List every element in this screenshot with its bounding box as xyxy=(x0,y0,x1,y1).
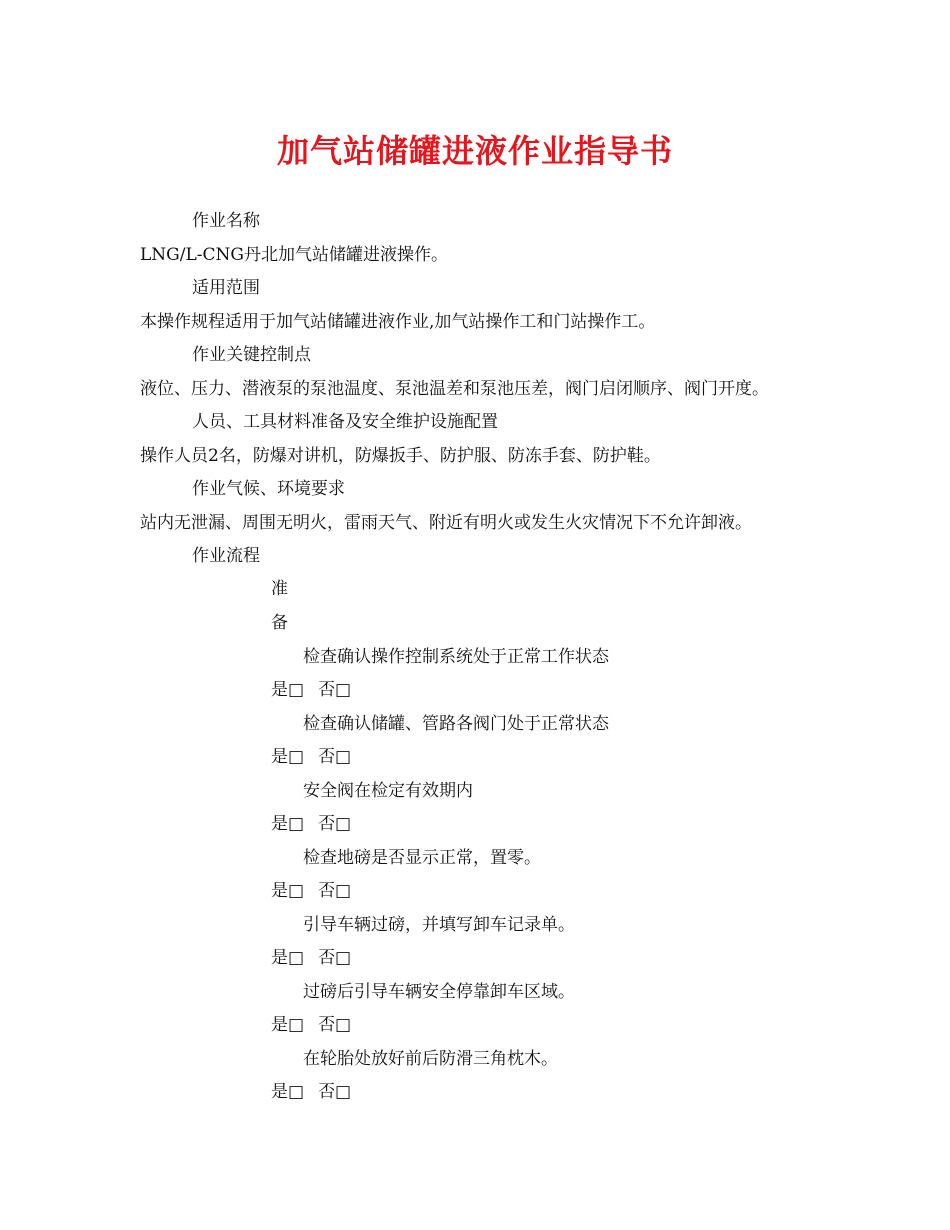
section-heading-personnel-tools: 人员、工具材料准备及安全维护设施配置 xyxy=(192,412,498,432)
yes-no-checkbox-row xyxy=(271,1014,351,1036)
section-body-personnel-tools: 操作人员2名，防爆对讲机，防爆扳手、防护服、防冻手套、防护鞋。 xyxy=(140,446,661,466)
yes-checkbox[interactable]: 是□ xyxy=(271,948,305,968)
process-step: 安全阀在检定有效期内 xyxy=(303,781,473,801)
yes-no-checkbox-row xyxy=(271,947,351,969)
no-checkbox[interactable]: 否□ xyxy=(318,747,352,767)
yes-checkbox[interactable]: 是□ xyxy=(271,747,305,767)
no-checkbox[interactable]: 否□ xyxy=(318,948,352,968)
no-checkbox[interactable]: 否□ xyxy=(318,1015,352,1035)
process-step: 引导车辆过磅，并填写卸车记录单。 xyxy=(303,915,575,935)
yes-no-checkbox-row xyxy=(271,880,351,902)
section-heading-scope: 适用范围 xyxy=(192,278,260,298)
section-body-control-points: 液位、压力、潜液泵的泵池温度、泵池温差和泵池压差，阀门启闭顺序、阀门开度。 xyxy=(140,379,769,399)
stage-label-char: 准 xyxy=(271,579,288,599)
section-heading-process: 作业流程 xyxy=(192,546,260,566)
yes-checkbox[interactable]: 是□ xyxy=(271,1015,305,1035)
yes-no-checkbox-row xyxy=(271,746,351,768)
process-step: 检查确认操作控制系统处于正常工作状态 xyxy=(303,647,609,667)
no-checkbox[interactable]: 否□ xyxy=(318,1082,352,1102)
stage-label-char: 备 xyxy=(271,613,288,633)
yes-no-checkbox-row xyxy=(271,1081,351,1103)
section-heading-environment: 作业气候、环境要求 xyxy=(192,479,345,499)
section-body-scope: 本操作规程适用于加气站储罐进液作业,加气站操作工和门站操作工。 xyxy=(140,312,656,332)
section-heading-control-points: 作业关键控制点 xyxy=(192,345,311,365)
process-step: 检查地磅是否显示正常，置零。 xyxy=(303,848,541,868)
section-heading-job-name: 作业名称 xyxy=(192,211,260,231)
yes-no-checkbox-row xyxy=(271,679,351,701)
process-step: 检查确认储罐、管路各阀门处于正常状态 xyxy=(303,714,609,734)
no-checkbox[interactable]: 否□ xyxy=(318,881,352,901)
section-body-environment: 站内无泄漏、周围无明火，雷雨天气、附近有明火或发生火灾情况下不允许卸液。 xyxy=(140,513,752,533)
no-checkbox[interactable]: 否□ xyxy=(318,814,352,834)
yes-checkbox[interactable]: 是□ xyxy=(271,680,305,700)
document-title: 加气站储罐进液作业指导书 xyxy=(276,132,673,170)
yes-no-checkbox-row xyxy=(271,813,351,835)
yes-checkbox[interactable]: 是□ xyxy=(271,814,305,834)
section-body-job-name: LNG/L-CNG丹北加气站储罐进液操作。 xyxy=(140,245,448,265)
yes-checkbox[interactable]: 是□ xyxy=(271,1082,305,1102)
no-checkbox[interactable]: 否□ xyxy=(318,680,352,700)
yes-checkbox[interactable]: 是□ xyxy=(271,881,305,901)
process-step: 过磅后引导车辆安全停靠卸车区域。 xyxy=(303,982,575,1002)
process-step: 在轮胎处放好前后防滑三角枕木。 xyxy=(303,1049,558,1069)
